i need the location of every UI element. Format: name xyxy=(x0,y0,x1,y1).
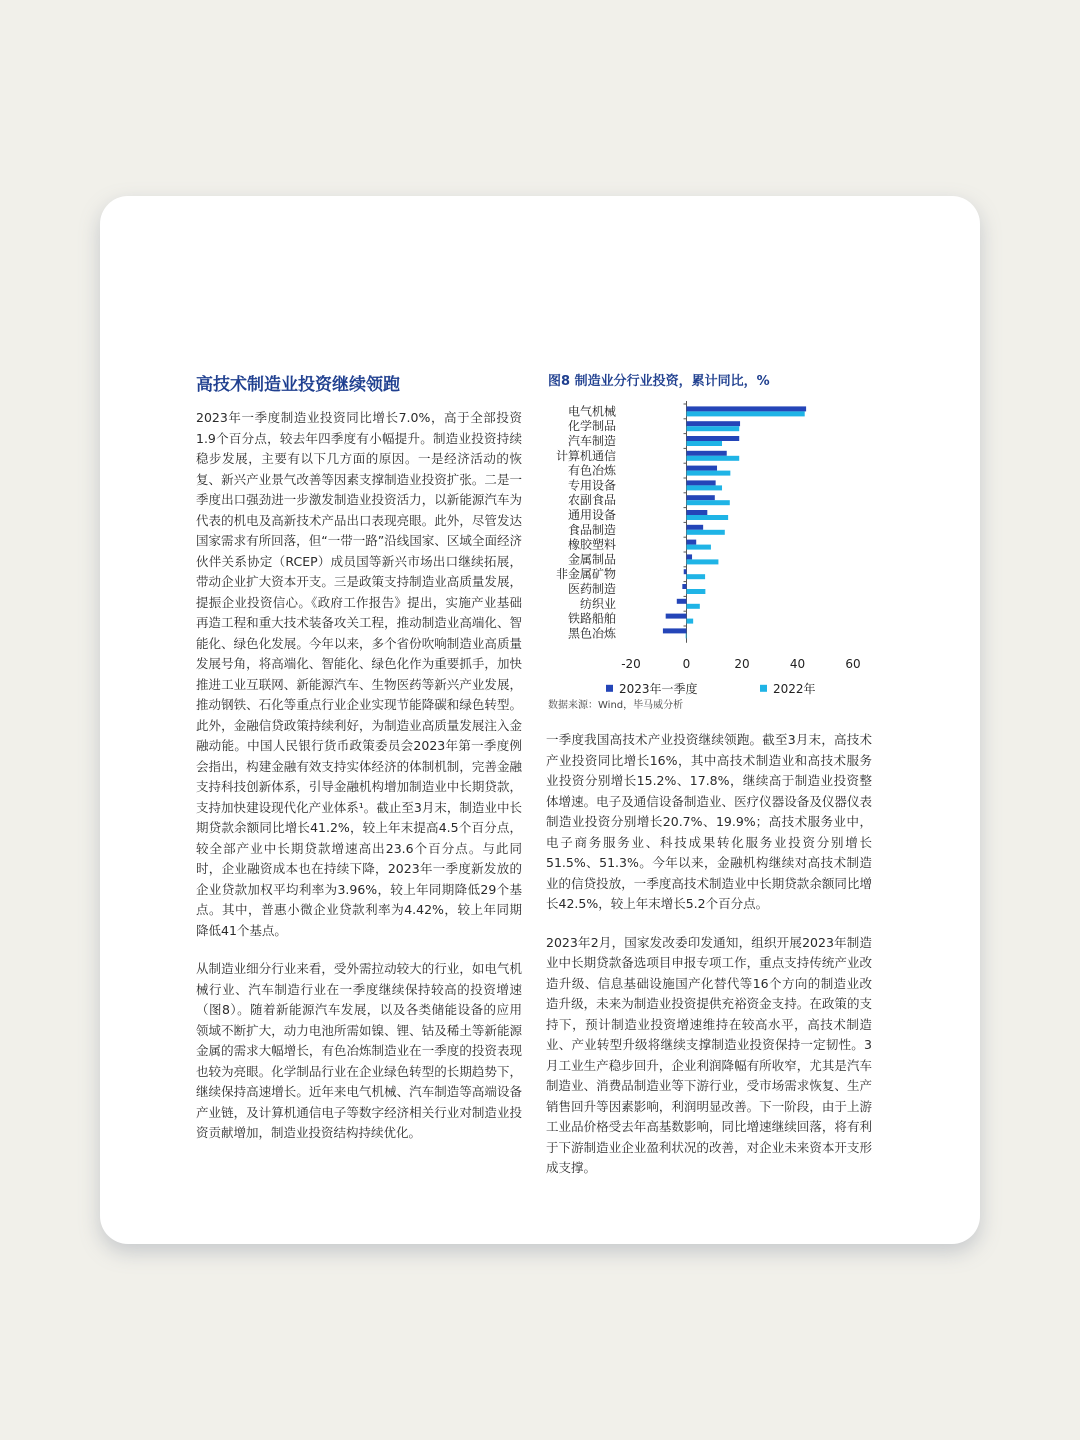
bar-series-1 xyxy=(677,599,687,604)
bar-series-1 xyxy=(687,436,740,441)
category-label: 非金属矿物 xyxy=(555,567,616,582)
bar-series-1 xyxy=(687,554,693,559)
category-label: 农副食品 xyxy=(567,493,616,508)
bar-series-1 xyxy=(687,525,704,530)
category-label: 食品制造 xyxy=(567,522,616,537)
category-label: 计算机通信 xyxy=(555,448,616,463)
bar-series-1 xyxy=(687,406,807,411)
bar-series-2 xyxy=(687,559,719,564)
left-paragraph-2: 从制造业细分行业来看，受外需拉动较大的行业，如电气机械行业、汽车制造行业在一季度继续保持较高的投资增速（图8）。随着新能源汽车发展，以及各类储能设备的应用领域不断扩大，动力电池所需如镍、锂、钴及稀土等新能源金属的需求大幅增长，有色冶炼制造业在一季度的投资表现也较为亮眼。化学制品行业在企业绿色转型的长期趋势下，继续保持高速增长。近年来电气机械、汽车制造等高端设备产业链，及计算机通信电子等数字经济相关行业对制造业投资贡献增加，制造业投资结构持续优化。 xyxy=(196,961,522,1140)
bar-chart xyxy=(540,392,880,722)
legend-swatch xyxy=(606,685,613,692)
legend-label: 2022年 xyxy=(773,681,816,696)
bar-series-2 xyxy=(687,456,740,461)
bar-series-1 xyxy=(666,614,687,619)
bar-series-1 xyxy=(687,540,697,545)
category-label: 专用设备 xyxy=(567,478,616,493)
bar-series-1 xyxy=(687,480,716,485)
bar-series-2 xyxy=(687,530,725,535)
bar-series-2 xyxy=(687,574,706,579)
category-label: 化学制品 xyxy=(567,419,616,434)
bar-series-2 xyxy=(687,604,700,609)
category-label: 电气机械 xyxy=(567,404,616,419)
legend-label: 2023年一季度 xyxy=(619,681,698,696)
left-paragraph-1: 2023年一季度制造业投资同比增长7.0%，高于全部投资1.9个百分点，较去年四季度有小幅提升。制造业投资持续稳步发展，主要有以下几方面的原因。一是经济活动的恢复、新兴产业景气改善等因素支撑制造业投资扩张。二是一季度出口强劲进一步激发制造业投资活力，以新能源汽车为代表的机电及高新技术产品出口表现亮眼。此外，尽管发达国家需求有所回落，但“一带一路”沿线国家、区域全面经济伙伴关系协定（RCEP）成员国等新兴市场出口继续拓展，带动企业扩大资本开支。三是政策支持制造业高质量发展，提振企业投资信心。《政府工作报告》提出，实施产业基础再造工程和重大技术装备攻关工程，推动制造业高端化、智能化、绿色化发展。今年以来，多个省份吹响制造业高质量发展号角，将高端化、智能化、绿色化作为重要抓手，加快推进工业互联网、新能源汽车、生物医药等新兴产业发展，推动钢铁、石化等重点行业企业实现节能降碳和绿色转型。此外，金融信贷政策持续利好，为制造业高质量发展注入金融动能。中国人民银行货币政策委员会2023年第一季度例会指出，构建金融有效支持实体经济的体制机制，完善金融支持科技创新体系，引导金融机构增加制造业中长期贷款，支持加快建设现代化产业体系¹。截止至3月末，制造业中长期贷款余额同比增长41.2%，较上年末提高4.5个百分点，较全部产业中长期贷款增速高出23.6个百分点。与此同时，企业融资成本也在持续下降，2023年一季度新发放的企业贷款加权平均利率为3.96%，较上年同期降低29个基点。其中，普惠小微企业贷款利率为4.42%，较上年同期降低41个基点。 xyxy=(196,410,522,938)
bar-series-2 xyxy=(687,515,729,520)
bar-series-2 xyxy=(687,485,723,490)
section-heading: 高技术制造业投资继续领跑 xyxy=(196,375,400,395)
bar-series-1 xyxy=(687,495,715,500)
category-label: 医药制造 xyxy=(567,582,616,596)
figure-title: 图8 制造业分行业投资，累计同比，% xyxy=(548,374,770,389)
bar-series-2 xyxy=(686,633,687,638)
bar-series-2 xyxy=(687,426,740,431)
bar-series-1 xyxy=(663,628,687,633)
legend-swatch xyxy=(760,685,767,692)
right-paragraph-1: 一季度我国高技术产业投资继续领跑。截至3月末，高技术产业投资同比增长16%，其中高技术制造业和高技术服务业投资分别增长15.2%、17.8%，继续高于制造业投资整体增速。电子及通信设备制造业、医疗仪器设备及仪器仪表制造业投资分别增长20.7%、19.9%；高技术服务业中，电子商务服务业、科技成果转化服务业投资分别增长51.5%、51.3%。今年以来，金融机构继续对高技术制造业的信贷投放，一季度高技术制造业中长期贷款余额同比增长42.5%，较上年末增长5.2个百分点。 xyxy=(546,732,872,911)
x-tick-label: 20 xyxy=(734,656,750,671)
category-label: 铁路船舶 xyxy=(567,611,616,626)
bar-series-1 xyxy=(684,569,687,574)
category-label: 有色冶炼 xyxy=(567,463,616,478)
bar-series-2 xyxy=(687,500,730,505)
bar-series-1 xyxy=(687,451,727,456)
bar-series-1 xyxy=(682,584,686,589)
bar-series-1 xyxy=(687,421,741,426)
right-paragraph-2: 2023年2月，国家发改委印发通知，组织开展2023年制造业中长期贷款备选项目申报专项工作，重点支持传统产业改造升级、信息基础设施国产化替代等16个方向的制造业改造升级，未来为制造业投资提供充裕资金支持。在政策的支持下，预计制造业投资增速维持在较高水平，高技术制造业、产业转型升级将继续支撑制造业投资保持一定韧性。3月工业生产稳步回升，企业利润降幅有所收窄，尤其是汽车制造业、消费品制造业等下游行业，受市场需求恢复、生产销售回升等因素影响，利润明显改善。下一阶段，由于上游工业品价格受去年高基数影响，同比增速继续回落，将有利于下游制造业企业盈利状况的改善，对企业未来资本开支形成支撑。 xyxy=(546,934,872,1175)
left-column xyxy=(196,372,522,1144)
bar-series-2 xyxy=(687,619,694,624)
category-label: 黑色冶炼 xyxy=(567,626,616,641)
figure-source: 数据来源：Wind，毕马威分析 xyxy=(548,700,684,711)
bar-series-2 xyxy=(687,411,805,416)
bar-series-2 xyxy=(687,471,731,476)
bar-series-2 xyxy=(687,545,711,550)
x-tick-label: -20 xyxy=(621,656,641,671)
category-label: 通用设备 xyxy=(567,508,616,522)
x-tick-label: 0 xyxy=(682,656,691,671)
category-label: 纺织业 xyxy=(579,596,616,611)
category-label: 汽车制造 xyxy=(567,434,616,448)
bar-series-1 xyxy=(687,510,708,515)
bar-series-2 xyxy=(687,441,723,446)
x-tick-label: 60 xyxy=(845,656,861,671)
bar-series-1 xyxy=(687,466,718,471)
category-label: 金属制品 xyxy=(567,552,616,567)
bar-series-2 xyxy=(687,589,706,594)
right-column xyxy=(546,730,872,1179)
x-tick-label: 40 xyxy=(789,656,806,671)
category-label: 橡胶塑料 xyxy=(567,537,616,552)
